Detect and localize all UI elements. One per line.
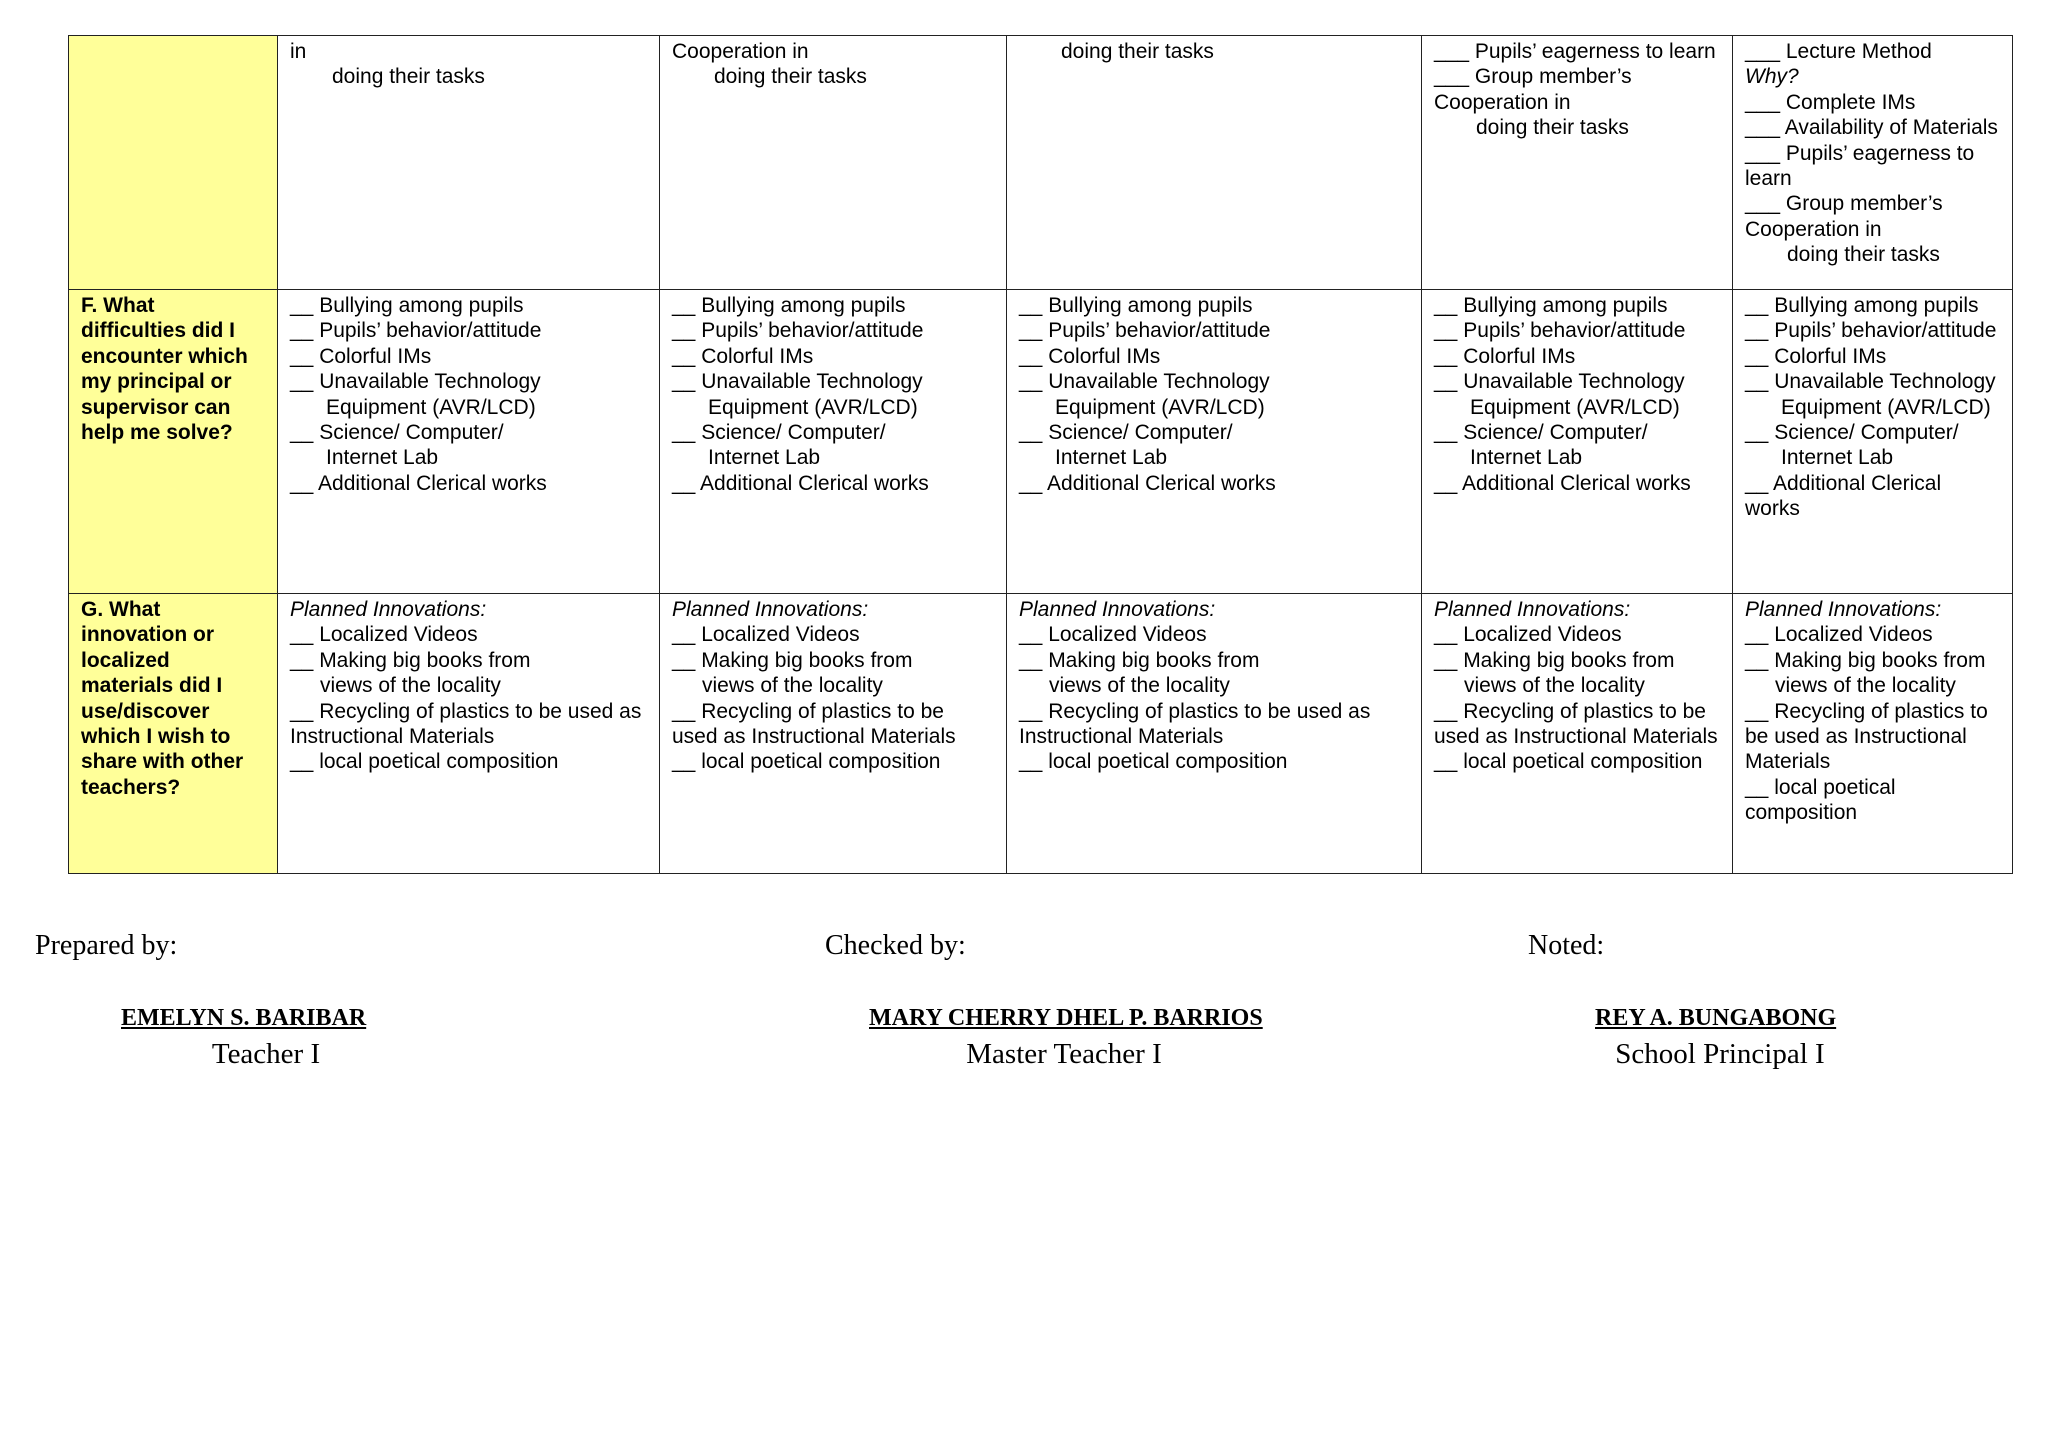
answer-cell: Cooperation in doing their tasks: [660, 36, 1007, 290]
table-row: [69, 290, 2013, 594]
table-row: [69, 594, 2013, 874]
answer-cell: __ Bullying among pupils __ Pupils’ behavior/attitude __ Colorful IMs __ Unavailable Technology Equipment (AVR/LCD) __ Science/ Computer/ Internet Lab __ Additional Clerical works: [278, 290, 660, 594]
checker-name: MARY CHERRY DHEL P. BARRIOS: [869, 1005, 1263, 1031]
answer-cell: Planned Innovations: __ Localized Videos __ Making big books from views of the locality __ Recycling of plastics to be used as Instructional Materials __ local poetical composition: [660, 594, 1007, 874]
answer-cell: doing their tasks: [1007, 36, 1422, 290]
question-cell-e: [69, 36, 278, 290]
answer-cell: __ Bullying among pupils __ Pupils’ behavior/attitude __ Colorful IMs __ Unavailable Technology Equipment (AVR/LCD) __ Science/ Computer/ Internet Lab __ Additional Clerical works: [1007, 290, 1422, 594]
checker-role: Master Teacher I: [966, 1038, 1162, 1070]
answer-cell: __ Bullying among pupils __ Pupils’ behavior/attitude __ Colorful IMs __ Unavailable Technology Equipment (AVR/LCD) __ Science/ Computer/ Internet Lab __ Additional Clerical works: [1422, 290, 1733, 594]
question-cell-f: F. What difficulties did I encounter which my principal or supervisor can help me solve?: [69, 290, 278, 594]
answer-cell: ___ Lecture Method Why? ___ Complete IMs ___ Availability of Materials ___ Pupils’ eagerness to learn ___ Group member’s Cooperation in doing their tasks: [1733, 36, 2013, 290]
answer-cell: ___ Pupils’ eagerness to learn ___ Group member’s Cooperation in doing their tasks: [1422, 36, 1733, 290]
answer-cell: __ Bullying among pupils __ Pupils’ behavior/attitude __ Colorful IMs __ Unavailable Technology Equipment (AVR/LCD) __ Science/ Computer/ Internet Lab __ Additional Clerical works: [1733, 290, 2013, 594]
answer-cell: Planned Innovations: __ Localized Videos __ Making big books from views of the locality __ Recycling of plastics to be used as Instructional Materials __ local poetical composition: [1422, 594, 1733, 874]
noted-label: Noted:: [1528, 930, 1605, 961]
noter-role: School Principal I: [1615, 1038, 1825, 1070]
table-row: [69, 36, 2013, 290]
answer-cell: in doing their tasks: [278, 36, 660, 290]
prepared-by-label: Prepared by:: [35, 930, 178, 961]
checked-by-label: Checked by:: [825, 930, 966, 961]
lesson-reflection-table: [68, 35, 2013, 874]
answer-cell: __ Bullying among pupils __ Pupils’ behavior/attitude __ Colorful IMs __ Unavailable Technology Equipment (AVR/LCD) __ Science/ Computer/ Internet Lab __ Additional Clerical works: [660, 290, 1007, 594]
answer-cell: Planned Innovations: __ Localized Videos __ Making big books from views of the locality __ Recycling of plastics to be used as Instructional Materials __ local poetical composition: [278, 594, 660, 874]
answer-cell: Planned Innovations: __ Localized Videos __ Making big books from views of the locality __ Recycling of plastics to be used as Instructional Materials __ local poetical composition: [1007, 594, 1422, 874]
preparer-name: EMELYN S. BARIBAR: [121, 1005, 367, 1031]
preparer-role: Teacher I: [211, 1038, 321, 1070]
noter-name: REY A. BUNGABONG: [1595, 1005, 1837, 1031]
answer-cell: Planned Innovations: __ Localized Videos __ Making big books from views of the locality __ Recycling of plastics to be used as Instructional Materials __ local poetical composition: [1733, 594, 2013, 874]
question-cell-g: G. What innovation or localized materials did I use/discover which I wish to share with other teachers?: [69, 594, 278, 874]
